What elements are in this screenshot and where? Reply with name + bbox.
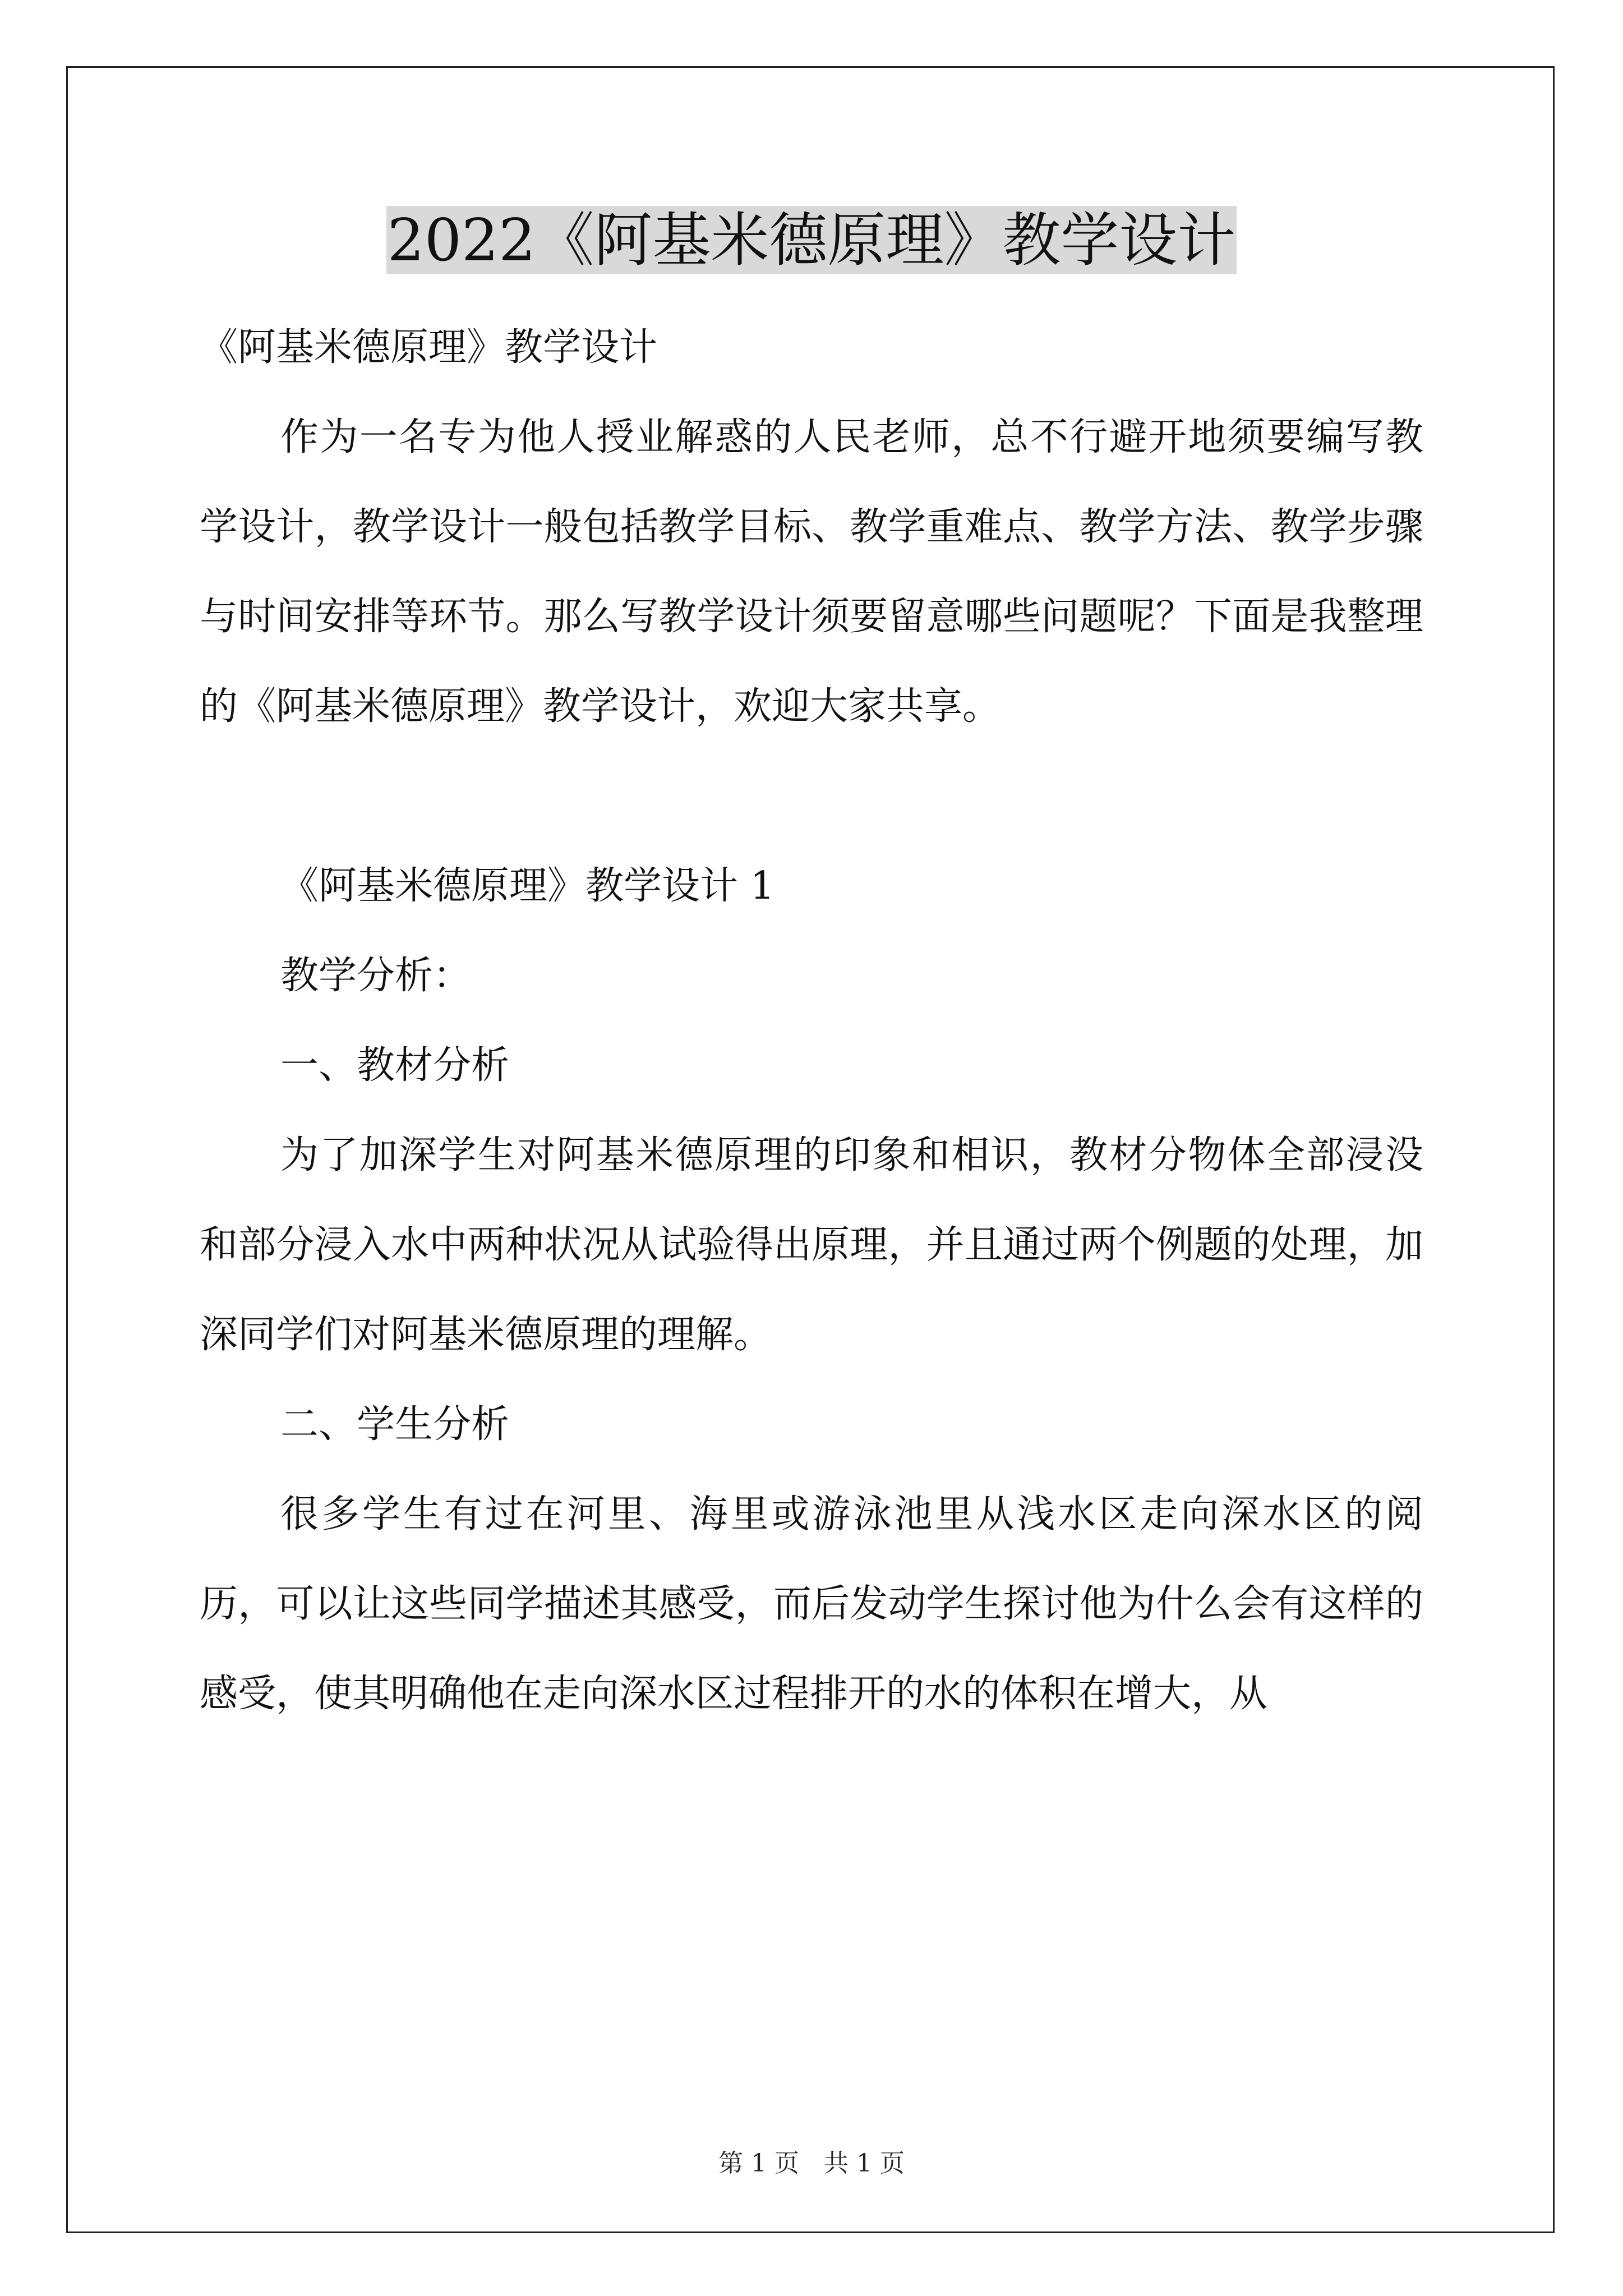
subtitle-paragraph: 《阿基米德原理》教学设计 xyxy=(200,325,658,370)
paragraph-gap xyxy=(200,752,1423,841)
textbook-analysis-paragraph: 为了加深学生对阿基米德原理的印象和相识，教材分物体全部浸没和部分浸入水中两种状况从试验得出原理，并且通过两个例题的处理，加深同学们对阿基米德原理的理解。 xyxy=(200,1133,1423,1357)
teaching-analysis-heading: 教学分析： xyxy=(280,954,472,998)
student-analysis-heading: 二、学生分析 xyxy=(280,1402,510,1447)
document-title-text: 2022《阿基米德原理》教学设计 xyxy=(387,206,1236,274)
textbook-analysis-heading: 一、教材分析 xyxy=(280,1043,510,1088)
student-analysis-paragraph: 很多学生有过在河里、海里或游泳池里从浅水区走向深水区的阅历，可以让这些同学描述其感受，而后发动学生探讨他为什么会有这样的感受，使其明确他在走向深水区过程排开的水的体积在增大，从 xyxy=(200,1492,1423,1716)
page-footer: 第 1 页 共 1 页 xyxy=(718,2149,905,2178)
section-heading: 《阿基米德原理》教学设计 1 xyxy=(280,864,774,908)
document-body xyxy=(200,303,1423,1739)
document-title xyxy=(0,202,1623,278)
intro-paragraph: 作为一名专为他人授业解惑的人民老师，总不行避开地须要编写教学设计，教学设计一般包括教学目标、教学重难点、教学方法、教学步骤与时间安排等环节。那么写教学设计须要留意哪些问题呢？下面是我整理的《阿基米德原理》教学设计，欢迎大家共享。 xyxy=(200,415,1423,729)
